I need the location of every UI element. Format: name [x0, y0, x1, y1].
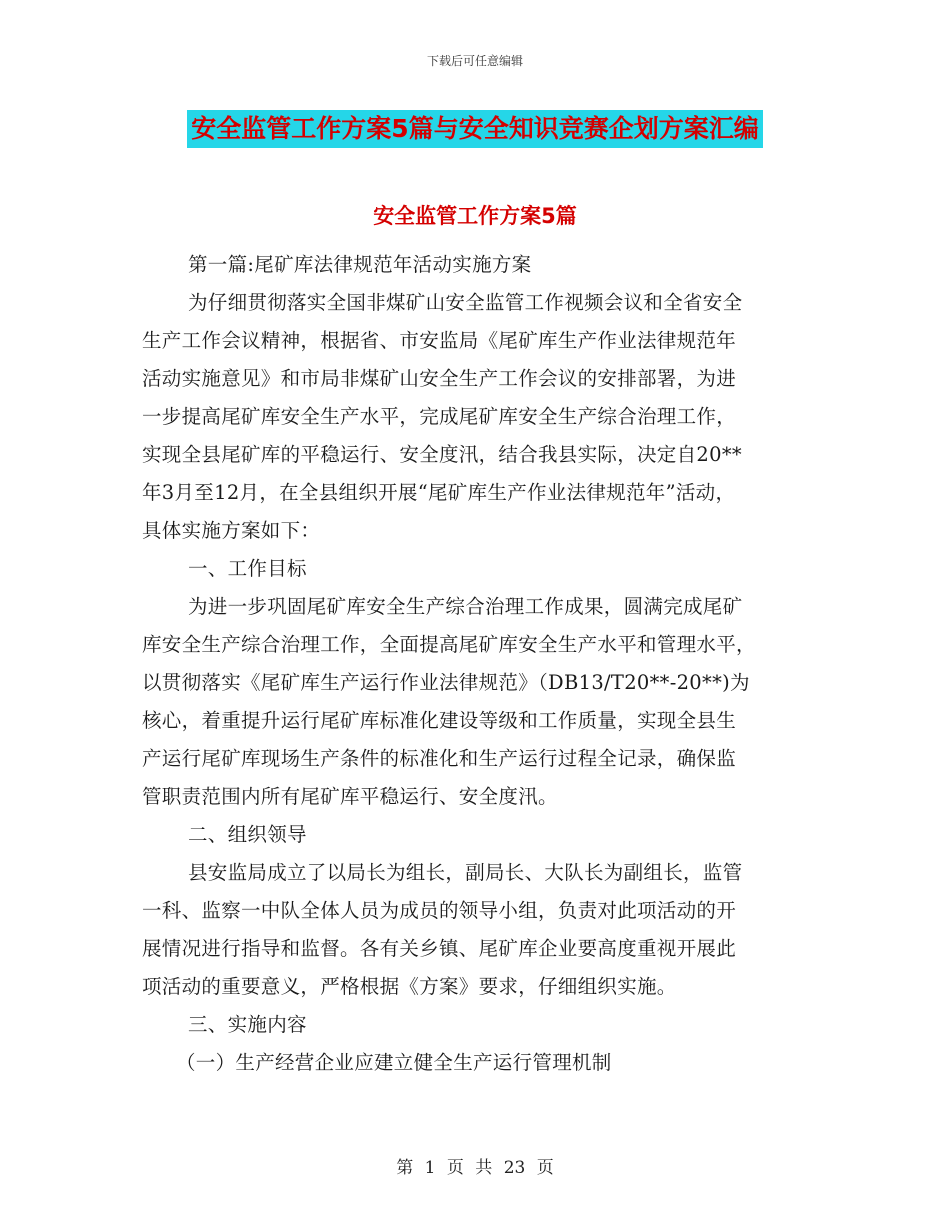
section-title: 安全监管工作方案5篇: [373, 204, 577, 228]
subsection-heading: （一）生产经营企业应建立健全生产运行管理机制: [176, 1051, 612, 1074]
document-body: [142, 246, 812, 1082]
paragraph-line: 为进一步巩固尾矿库安全生产综合治理工作成果，圆满完成尾矿: [188, 595, 743, 618]
paragraph-line: 项活动的重要意义，严格根据《方案》要求，仔细组织实施。: [142, 975, 677, 998]
paragraph-line: 活动实施意见》和市局非煤矿山安全生产工作会议的安排部署，为进: [142, 367, 737, 390]
paragraph-line: 一科、监察一中队全体人员为成员的领导小组，负责对此项活动的开: [142, 899, 737, 922]
paragraph-line: 实现全县尾矿库的平稳运行、安全度汛，结合我县实际，决定自20**: [142, 443, 742, 466]
paragraph-line: 为仔细贯彻落实全国非煤矿山安全监管工作视频会议和全省安全: [188, 291, 743, 314]
paragraph-line: 展情况进行指导和监督。各有关乡镇、尾矿库企业要高度重视开展此: [142, 937, 737, 960]
subsection-heading: 一、工作目标: [188, 557, 307, 580]
subsection-heading: 三、实施内容: [188, 1013, 307, 1036]
document-title: 安全监管工作方案5篇与安全知识竞赛企划方案汇编: [187, 110, 762, 148]
paragraph-line: 核心，着重提升运行尾矿库标准化建设等级和工作质量，实现全县生: [142, 709, 737, 732]
paragraph-line: 以贯彻落实《尾矿库生产运行作业法律规范》（DB13/T20**-20**)为: [142, 671, 750, 694]
subsection-heading: 二、组织领导: [188, 823, 307, 846]
paragraph-line: 县安监局成立了以局长为组长，副局长、大队长为副组长，监管: [188, 861, 743, 884]
paragraph-line: 库安全生产综合治理工作，全面提高尾矿库安全生产水平和管理水平，: [142, 633, 756, 656]
page-number-footer: 第 1 页 共 23 页: [396, 1158, 554, 1178]
page-header-note: 下载后可任意编辑: [426, 54, 523, 68]
paragraph-line: 一步提高尾矿库安全生产水平，完成尾矿库安全生产综合治理工作，: [142, 405, 737, 428]
paragraph-line: 产运行尾矿库现场生产条件的标准化和生产运行过程全记录，确保监: [142, 747, 737, 770]
paragraph-line: 生产工作会议精神，根据省、市安监局《尾矿库生产作业法律规范年: [142, 329, 737, 352]
document-title-container: [0, 110, 950, 148]
subsection-heading: 第一篇:尾矿库法律规范年活动实施方案: [188, 253, 532, 276]
paragraph-line: 管职责范围内所有尾矿库平稳运行、安全度汛。: [142, 785, 558, 808]
paragraph-line: 具体实施方案如下：: [142, 519, 321, 542]
paragraph-line: 年3月至12月，在全县组织开展“尾矿库生产作业法律规范年”活动，: [142, 481, 736, 504]
